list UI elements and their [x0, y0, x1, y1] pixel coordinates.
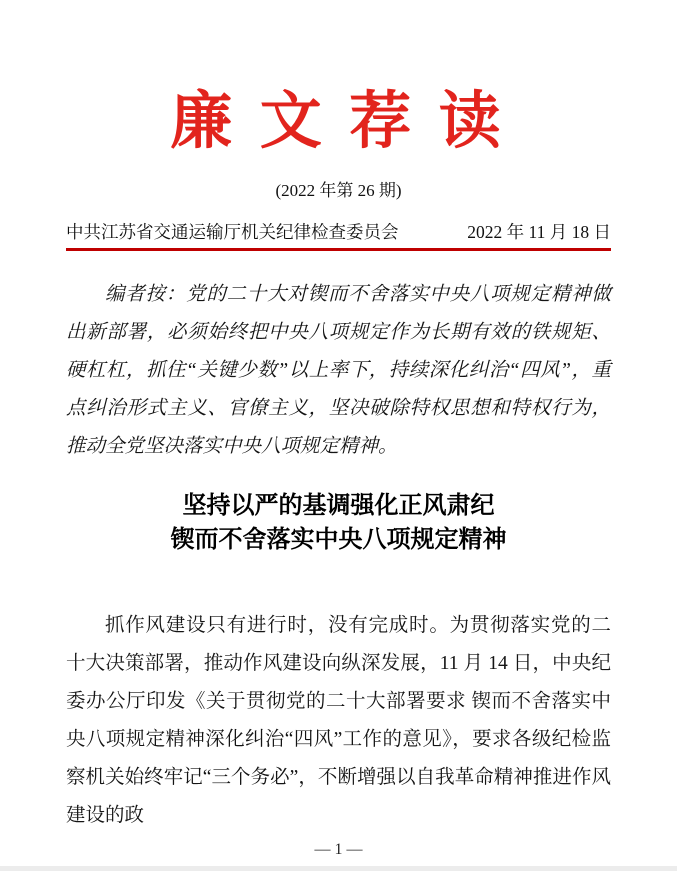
page-number: — 1 — — [314, 841, 363, 858]
article-title-line1: 坚持以严的基调强化正风肃纪 — [182, 493, 495, 519]
issue-date: 2022 年 11 月 18 日 — [467, 222, 611, 242]
page-bottom-edge — [0, 866, 677, 871]
issue-number: (2022 年第 26 期) — [275, 181, 402, 200]
article-title — [66, 489, 611, 557]
masthead-divider-rule — [66, 248, 611, 251]
article-title-line2: 锲而不舍落实中央八项规定精神 — [170, 527, 507, 553]
editor-note-paragraph: 编者按：党的二十大对锲而不舍落实中央八项规定精神做出新部署，必须始终把中央八项规定作为长期有效的铁规矩、硬杠杠，抓住“关键少数”以上率下，持续深化纠治“四风”，重点纠治形式主义、官僚主义，坚决破除特权思想和特权行为，推动全党坚决落实中央八项规定精神。 — [66, 284, 611, 457]
masthead-title: 廉 文 荐 读 — [170, 88, 507, 156]
issuing-organization: 中共江苏省交通运输厅机关纪律检查委员会 — [66, 222, 399, 242]
article-body-paragraph: 抓作风建设只有进行时，没有完成时。为贯彻落实党的二十大决策部署，推动作风建设向纵深发展，11 月 14 日，中央纪委办公厅印发《关于贯彻党的二十大部署要求 锲而不舍落实中央八项规定精神深化纠治“四风”工作的意见》，要求各级纪检监察机关始终牢记“三个务必”，不断增强以自我革命精神推进作风建设的政 — [66, 615, 611, 826]
issuer-row — [66, 220, 611, 244]
page-content — [0, 86, 677, 835]
